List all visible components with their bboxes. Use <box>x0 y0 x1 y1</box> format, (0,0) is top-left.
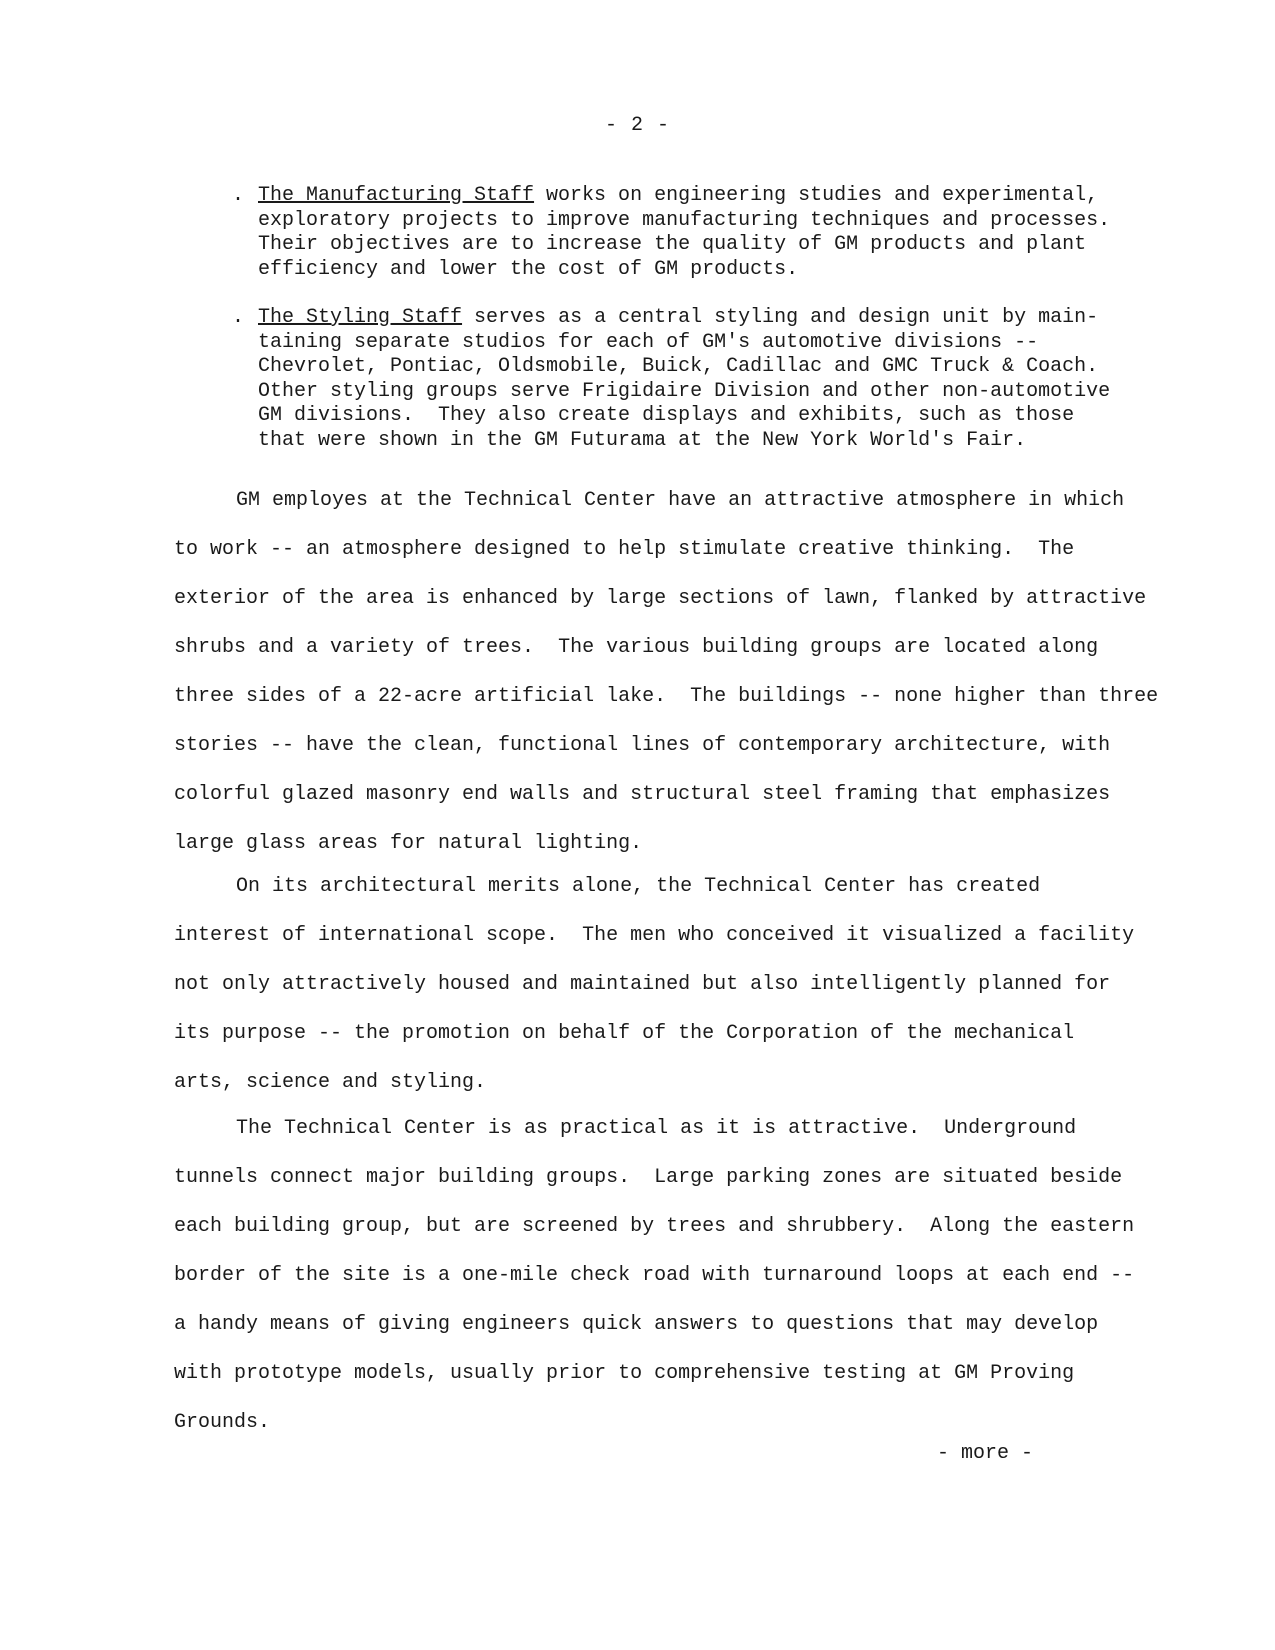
paragraph-line: tunnels connect major building groups. Large parking zones are situated beside <box>174 1166 1123 1189</box>
bullet-title: The Styling Staff <box>258 306 463 329</box>
bullet-line-text: serves as a central styling and design unit by main- <box>462 306 1099 329</box>
page-number: - 2 - <box>604 114 670 137</box>
bullet-line: efficiency and lower the cost of GM products. <box>258 257 799 281</box>
bullet-marker: . <box>232 306 245 329</box>
bullet-line <box>232 306 1152 331</box>
bullet-line: that were shown in the GM Futurama at the New York World's Fair. <box>258 428 1027 452</box>
paragraph-line: exterior of the area is enhanced by large sections of lawn, flanked by attractive <box>174 587 1147 610</box>
bullet-marker: . <box>232 184 245 207</box>
bullet-line: Other styling groups serve Frigidaire Division and other non-automotive <box>258 379 1111 403</box>
paragraph-line: On its architectural merits alone, the Technical Center has created <box>236 875 1041 898</box>
paragraph-practical <box>174 1104 1174 1447</box>
bullet-line: exploratory projects to improve manufacturing techniques and processes. <box>258 208 1111 232</box>
paragraph-line: to work -- an atmosphere designed to help stimulate creative thinking. The <box>174 538 1075 561</box>
paragraph-atmosphere <box>174 476 1174 868</box>
bullet-manufacturing-staff <box>232 184 1152 282</box>
paragraph-line: stories -- have the clean, functional lines of contemporary architecture, with <box>174 734 1111 757</box>
paragraph-line: its purpose -- the promotion on behalf of the Corporation of the mechanical <box>174 1022 1075 1045</box>
continuation-footer: - more - <box>937 1442 1034 1465</box>
paragraph-line: large glass areas for natural lighting. <box>174 832 643 855</box>
paragraph-architectural-merits <box>174 862 1174 1107</box>
paragraph-line: three sides of a 22-acre artificial lake. The buildings -- none higher than three <box>174 685 1159 708</box>
paragraph-line: interest of international scope. The men who conceived it visualized a facility <box>174 924 1135 947</box>
paragraph-line: each building group, but are screened by trees and shrubbery. Along the eastern <box>174 1215 1135 1238</box>
paragraph-line: border of the site is a one-mile check road with turnaround loops at each end -- <box>174 1264 1135 1287</box>
paragraph-line: a handy means of giving engineers quick answers to questions that may develop <box>174 1313 1099 1336</box>
paragraph-line: The Technical Center is as practical as it is attractive. Underground <box>236 1117 1077 1140</box>
paragraph-line: Grounds. <box>174 1411 271 1434</box>
bullet-line-text: works on engineering studies and experimental, <box>534 184 1099 207</box>
bullet-line: Their objectives are to increase the quality of GM products and plant <box>258 233 1087 256</box>
paragraph-line: GM employes at the Technical Center have an attractive atmosphere in which <box>236 489 1125 512</box>
bullet-line <box>232 184 1152 209</box>
bullet-title: The Manufacturing Staff <box>258 184 535 207</box>
bullet-line: GM divisions. They also create displays and exhibits, such as those <box>258 404 1075 427</box>
paragraph-line: with prototype models, usually prior to comprehensive testing at GM Proving <box>174 1362 1075 1385</box>
paragraph-line: colorful glazed masonry end walls and structural steel framing that emphasizes <box>174 783 1111 806</box>
bullet-styling-staff <box>232 306 1152 453</box>
paragraph-line: shrubs and a variety of trees. The various building groups are located along <box>174 636 1099 659</box>
bullet-line: Chevrolet, Pontiac, Oldsmobile, Buick, Cadillac and GMC Truck & Coach. <box>258 355 1099 378</box>
bullet-line: taining separate studios for each of GM's automotive divisions -- <box>258 330 1039 354</box>
paragraph-line: not only attractively housed and maintained but also intelligently planned for <box>174 973 1111 996</box>
paragraph-line: arts, science and styling. <box>174 1071 487 1094</box>
